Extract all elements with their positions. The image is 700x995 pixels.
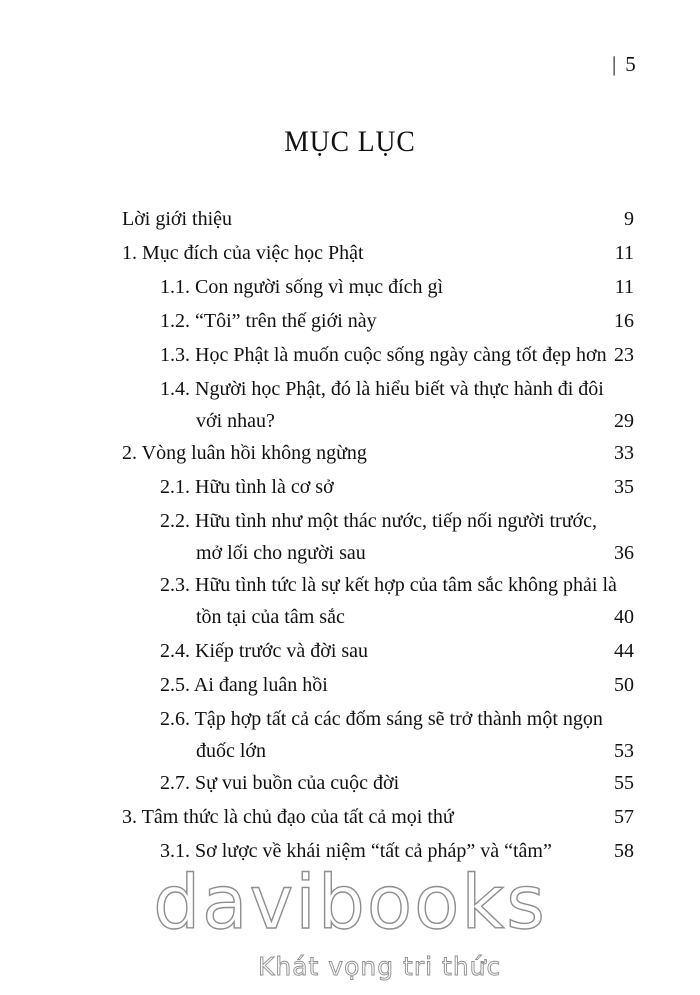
toc-entry-label: 2.3. Hữu tình tức là sự kết hợp của tâm sắc không phải là [160,574,617,596]
toc-entry-label: 1.1. Con người sống vì mục đích gì [160,276,444,298]
toc-entry-label-continuation: mở lối cho người sau [196,542,366,564]
toc-entry-label: Lời giới thiệu [122,208,233,230]
toc-entry-label: 1. Mục đích của việc học Phật [122,242,364,264]
toc-entry-page: 50 [614,674,634,696]
toc-entry-page: 16 [614,310,634,332]
page-title: MỤC LỤC [284,125,416,158]
watermark-tagline: Khát vọng tri thức [258,952,502,981]
toc-entry-page: 58 [614,840,634,862]
toc-entry-page: 44 [614,640,634,662]
toc-entry-label: 2.7. Sự vui buồn của cuộc đời [160,772,400,794]
toc-entry [122,207,232,231]
toc-entry-label: 1.4. Người học Phật, đó là hiểu biết và thực hành đi đôi [160,378,604,400]
toc-entry-label: 2.4. Kiếp trước và đời sau [160,640,369,662]
toc-entry-label: 3. Tâm thức là chủ đạo của tất cả mọi thứ [122,806,454,828]
toc-entry-page: 33 [614,442,634,464]
watermark-brand: davibooks [153,860,547,946]
toc-entry [122,241,364,265]
toc-entry-page: 11 [614,242,634,264]
toc-entry [160,573,617,629]
toc-entry-label-continuation: tồn tại của tâm sắc [196,606,345,628]
toc-entry [160,673,328,697]
toc-entry-page: 11 [614,276,634,298]
toc-entry-page: 36 [614,542,634,564]
toc-entry [160,275,443,299]
toc-entry-label: 2. Vòng luân hồi không ngừng [122,442,367,464]
page-number-value: 5 [625,52,637,76]
toc-entry-page: 57 [614,806,634,828]
page-separator: | [612,52,618,76]
toc-entry [160,707,603,763]
toc-entry-page: 55 [614,772,634,794]
toc-entry-label: 3.1. Sơ lược về khái niệm “tất cả pháp” và “tâm” [160,840,552,862]
toc-entry-label: 1.3. Học Phật là muốn cuộc sống ngày càng tốt đẹp hơn [160,344,607,366]
toc-entry-page: 35 [614,476,634,498]
toc-entry-label: 1.2. “Tôi” trên thế giới này [160,310,377,332]
toc-entry-label-continuation: đuốc lớn [196,740,267,762]
toc-entry [122,441,367,465]
toc-entry [160,343,607,367]
toc-entry [160,309,377,333]
toc-entry [160,475,334,499]
toc-entry-page: 29 [614,410,634,432]
toc-entry-page: 53 [614,740,634,762]
toc-entry-page: 23 [614,344,634,366]
toc-entry-page: 9 [624,208,634,230]
toc-entry [160,771,399,795]
toc-entry [160,509,597,565]
toc-entry-page: 40 [614,606,634,628]
toc-entry [160,377,604,433]
toc-entry-label: 2.1. Hữu tình là cơ sở [160,476,334,498]
toc-entry [160,639,368,663]
toc-entry [122,805,454,829]
toc-entry-label: 2.5. Ai đang luân hồi [160,674,328,696]
toc-entry-label: 2.2. Hữu tình như một thác nước, tiếp nối người trước, [160,510,597,532]
toc-entry-label-continuation: với nhau? [196,410,275,432]
toc-entry-label: 2.6. Tập hợp tất cả các đốm sáng sẽ trở thành một ngọn [160,708,603,730]
